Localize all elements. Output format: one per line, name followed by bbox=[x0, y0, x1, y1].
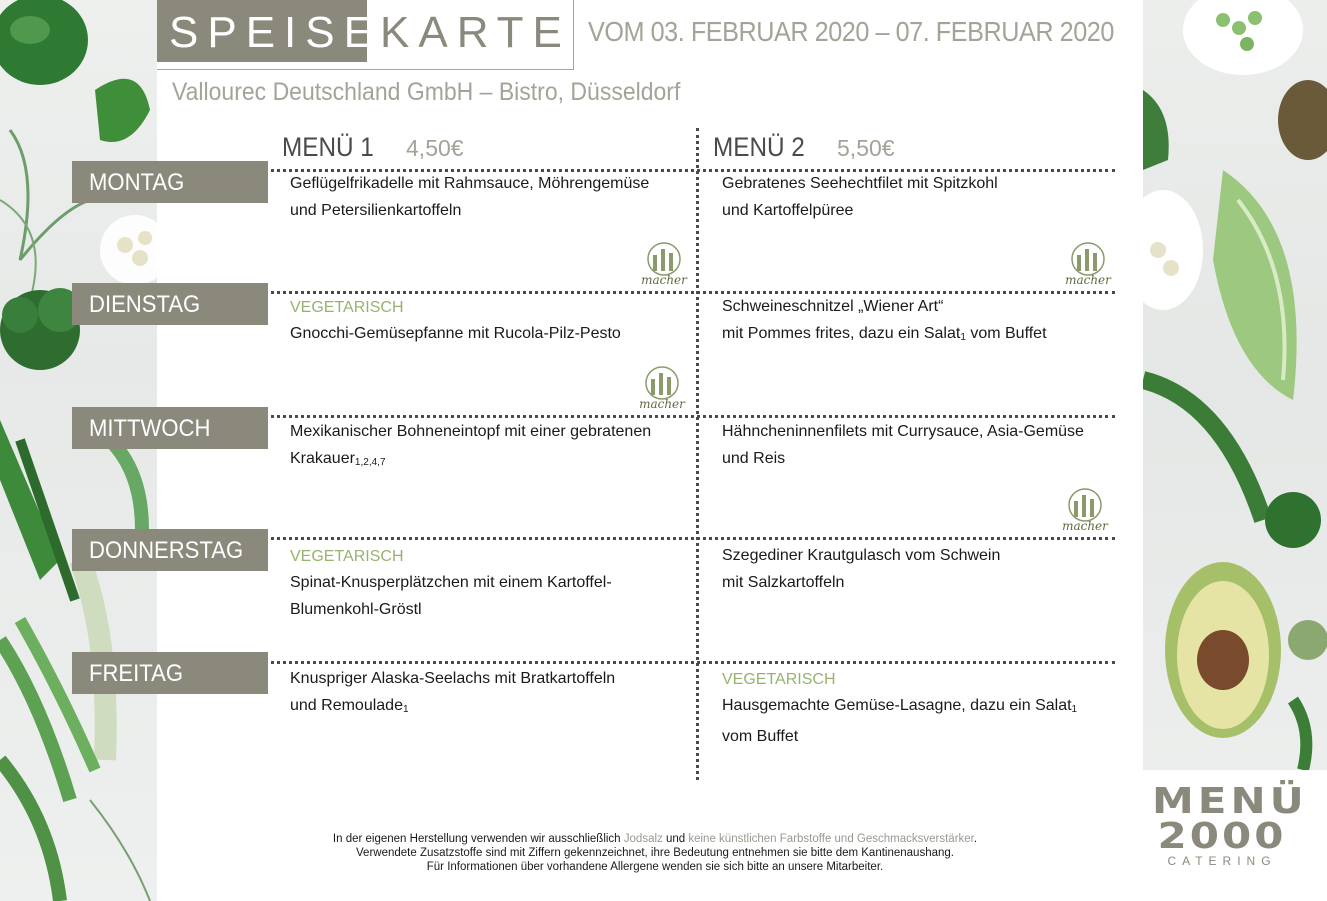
dish-line: und Reis bbox=[722, 450, 786, 467]
dish-donnerstag-menu2 bbox=[722, 542, 1000, 596]
additive-footnote: 1,2,4,7 bbox=[354, 457, 386, 468]
dish-mittwoch-menu2 bbox=[722, 418, 1084, 472]
dish-dienstag-menu2 bbox=[722, 293, 1047, 351]
menu-1-name: MENÜ 1 bbox=[282, 132, 374, 162]
row-divider bbox=[240, 661, 1115, 664]
dish-line: Geflügelfrikadelle mit Rahmsauce, Möhrengemüse bbox=[290, 175, 650, 192]
vegetarian-tag: VEGETARISCH bbox=[290, 548, 404, 565]
menu-2-name: MENÜ 2 bbox=[713, 132, 805, 162]
dish-line: Mexikanischer Bohneneintopf mit einer gebratenen bbox=[290, 423, 652, 440]
day-label-mittwoch: MITTWOCH bbox=[72, 407, 268, 449]
title-speise: SPEISE bbox=[157, 0, 367, 62]
dish-line: Spinat-Knusperplätzchen mit einem Kartoffel- bbox=[290, 574, 612, 591]
fit-macher-badge-icon bbox=[634, 365, 690, 411]
fit-macher-badge-icon bbox=[1057, 487, 1113, 533]
dish-line: Hähncheninnenfilets mit Currysauce, Asia-Gemüse bbox=[722, 423, 1084, 440]
footer-notes bbox=[240, 832, 1070, 874]
dish-line: Gnocchi-Gemüsepfanne mit Rucola-Pilz-Pesto bbox=[290, 325, 621, 342]
menu-1-header bbox=[282, 132, 464, 163]
dish-line: mit Pommes frites, dazu ein Salat$_1$ vom Buffet bbox=[722, 325, 1047, 343]
day-label-freitag: FREITAG bbox=[72, 652, 268, 694]
dish-line: und Petersilienkartoffeln bbox=[290, 202, 462, 219]
svg-text:macher: macher bbox=[641, 273, 687, 287]
dish-line: mit Salzkartoffeln bbox=[722, 574, 845, 591]
fit-macher-badge-icon bbox=[1060, 241, 1116, 287]
dish-freitag-menu2 bbox=[722, 668, 1077, 750]
dish-line: Szegediner Krautgulasch vom Schwein bbox=[722, 547, 1001, 564]
vegetable-photo-right bbox=[1143, 0, 1327, 770]
dish-montag-menu2 bbox=[722, 170, 998, 224]
title-karte: KARTE bbox=[380, 8, 571, 57]
svg-text:macher: macher bbox=[1062, 519, 1108, 533]
dish-montag-menu1 bbox=[290, 170, 649, 224]
dish-dienstag-menu1 bbox=[290, 296, 621, 347]
dish-line: und Kartoffelpüree bbox=[722, 202, 854, 219]
additive-footnote: 1 bbox=[402, 704, 409, 715]
vegetarian-tag: VEGETARISCH bbox=[290, 299, 404, 316]
dish-donnerstag-menu1 bbox=[290, 545, 612, 623]
dish-line: Krakauer$_{1,2,4,7}$ bbox=[290, 450, 386, 468]
dish-freitag-menu1 bbox=[290, 665, 615, 723]
footer-line-2: Verwendete Zusatzstoffe sind mit Ziffern gekennzeichnet, ihre Bedeutung entnehmen sie bitte dem Kantinenaushang. bbox=[356, 847, 954, 859]
column-divider bbox=[696, 128, 699, 780]
dish-line: und Remoulade$_1$ bbox=[290, 697, 409, 715]
dish-line: vom Buffet bbox=[722, 728, 799, 745]
footer-line-1: In der eigenen Herstellung verwenden wir ausschließlich Jodsalz und keine künstlichen Farbstoffe und Geschmacksverstärker. bbox=[332, 833, 978, 845]
fit-macher-badge-icon bbox=[636, 241, 692, 287]
dish-line: Hausgemachte Gemüse-Lasagne, dazu ein Salat$_1$ bbox=[722, 697, 1078, 715]
dish-mittwoch-menu1 bbox=[290, 418, 651, 476]
vegetarian-tag: VEGETARISCH bbox=[722, 671, 836, 688]
day-label-donnerstag: DONNERSTAG bbox=[72, 529, 268, 571]
svg-text:macher: macher bbox=[639, 397, 685, 411]
dish-line: Blumenkohl-Gröstl bbox=[290, 601, 422, 618]
menu-2-price: 5,50€ bbox=[837, 135, 895, 161]
row-divider bbox=[240, 537, 1115, 540]
location-subtitle: Vallourec Deutschland GmbH – Bistro, Düsseldorf bbox=[172, 78, 681, 106]
svg-text:macher: macher bbox=[1065, 273, 1111, 287]
date-range: VOM 03. FEBRUAR 2020 – 07. FEBRUAR 2020 bbox=[588, 16, 1114, 47]
additive-footnote: 1 bbox=[960, 332, 966, 343]
day-label-dienstag: DIENSTAG bbox=[72, 283, 268, 325]
dish-line: Schweineschnitzel „Wiener Art“ bbox=[722, 298, 944, 315]
dish-line: Gebratenes Seehechtfilet mit Spitzkohl bbox=[722, 175, 998, 192]
menu-2-header bbox=[713, 132, 895, 163]
additive-footnote: 1 bbox=[1071, 704, 1078, 715]
day-label-montag: MONTAG bbox=[72, 161, 268, 203]
menu2000-catering-logo: MENÜ 2000 CATERING bbox=[1152, 779, 1308, 868]
menu-1-price: 4,50€ bbox=[406, 135, 464, 161]
footer-line-3: Für Informationen über vorhandene Allergene wenden sie sich bitte an unsere Mitarbeiter. bbox=[426, 861, 884, 873]
dish-line: Knuspriger Alaska-Seelachs mit Bratkartoffeln bbox=[290, 670, 616, 687]
